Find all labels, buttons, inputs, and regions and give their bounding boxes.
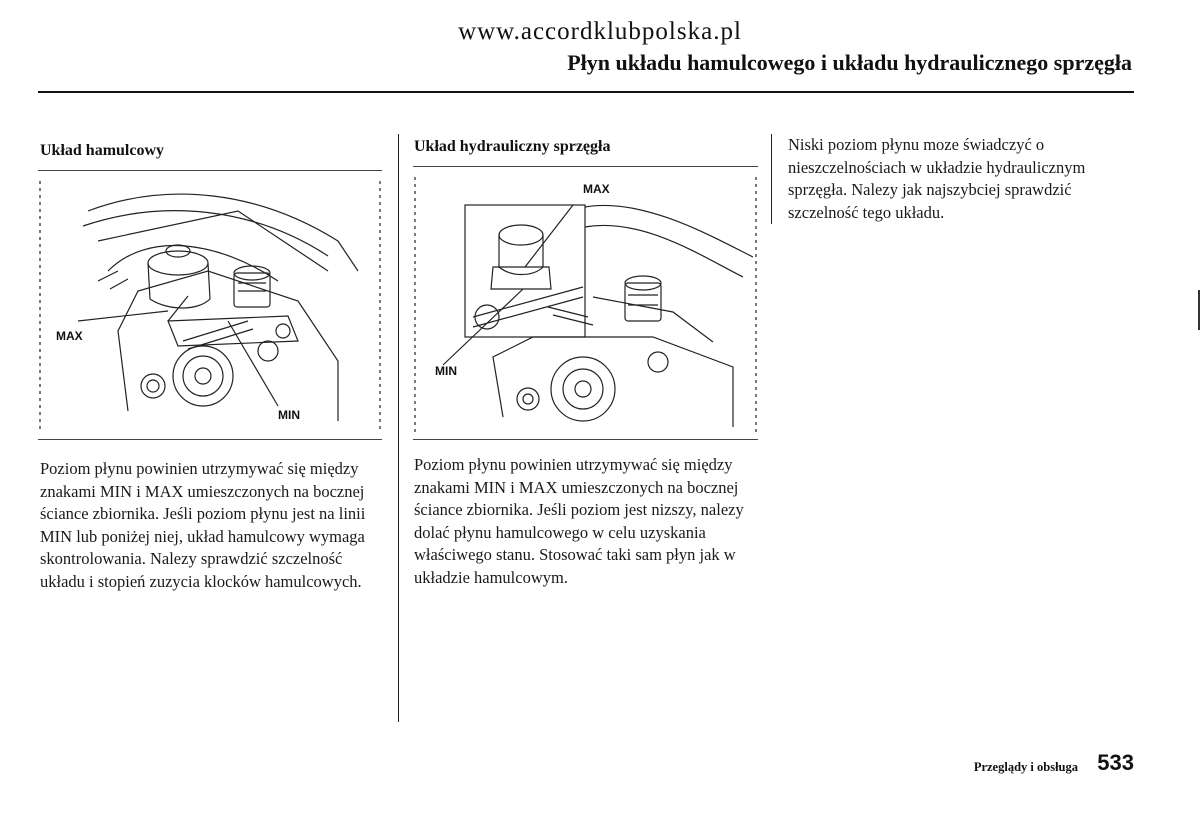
- clutch-max-label: MAX: [583, 182, 610, 196]
- brake-system-heading: Układ hamulcowy: [40, 142, 165, 159]
- clutch-min-label: MIN: [435, 364, 457, 378]
- page-title: Płyn układu hamulcowego i układu hydraulicznego sprzęgła: [567, 50, 1132, 75]
- watermark-url: www.accordklubpolska.pl: [458, 18, 742, 45]
- clutch-reservoir-figure: [413, 166, 758, 440]
- brake-reservoir-figure: [38, 170, 382, 440]
- brake-system-text: Poziom płynu powinien utrzymywać się między znakami MIN i MAX umieszczonych na bocznej ściance zbiornika. Jeśli poziom płynu jest na linii MIN lub poniżej niej, układ hamulcowy wymaga skontrolowania. Nalezy sprawdzić szczelność układu i stopień zuzycia klocków hamulcowych.: [40, 459, 366, 591]
- column-divider-1: [398, 134, 399, 722]
- brake-max-label: MAX: [56, 329, 83, 343]
- header-divider: [38, 91, 1134, 93]
- brake-min-label: MIN: [278, 408, 300, 422]
- page-number: 533: [1097, 750, 1134, 775]
- column-divider-2: [771, 134, 772, 224]
- clutch-system-text: Poziom płynu powinien utrzymywać się między znakami MIN i MAX umieszczonych na bocznej ściance zbiornika. Jeśli poziom jest nizszy, nalezy dolać płynu hamulcowego w celu uzyskania właściwego stanu. Stosować taki sam płyn jak w układzie hamulcowym.: [414, 455, 744, 587]
- footer-section-name: Przeglądy i obsługa: [973, 760, 1078, 774]
- clutch-system-heading: Układ hydrauliczny sprzęgła: [414, 138, 611, 155]
- leak-warning-text: Niski poziom płynu moze świadczyć o nieszczelnościach w układzie hydraulicznym sprzęgła. Nalezy jak najszybciej sprawdzić szczelność tego układu.: [788, 135, 1086, 222]
